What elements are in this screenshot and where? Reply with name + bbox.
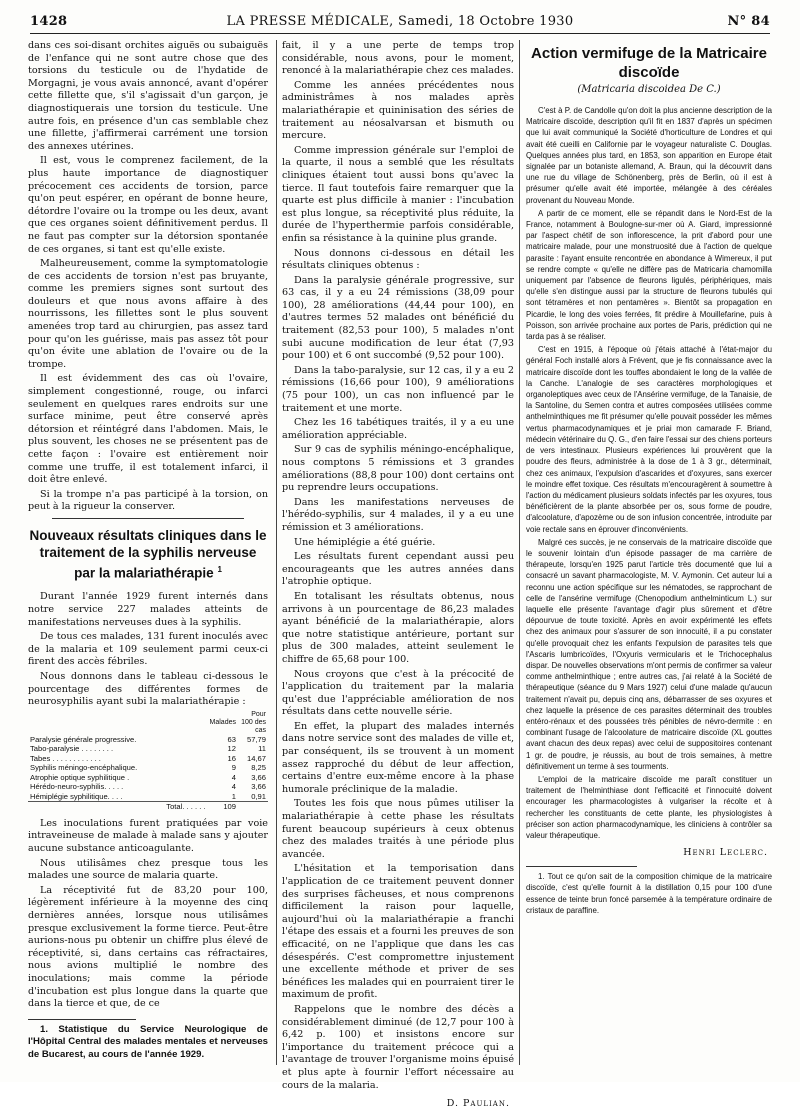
row-label: Tabes . . . . . . . . . . . . [30, 753, 101, 763]
paragraph: Malgré ces succès, je ne conservais de la matricaire discoïde que le souvenir lointain d'un épisode passager de ma carrière de thérapeute, lorsqu'en 1925 parut l'article très documenté que lui a consacré un savant pharmacologiste, M. V. Aymonin. Cet auteur lui a reconnu une action spécifique sur les nématodes, se rapprochant de celle de l'ansérine vermifuge (Chenopodium anthelminticum L.) sur laquelle elle présente l'avantage d'agir plus sûrement et d'être dépourvue de toute toxicité. Après en avoir expérimenté les effets chez des animaux pour s'assurer de son innocuité, il a pu constater qu'elle provoquait chez les enfants l'expulsion de parasites tels que l'Ascaris lumbricoïdes, l'Oxyuris vermicularis et le Trichocephalus dispar. De nouvelles observations m'ont permis de confirmer sa valeur comme anthelminthique ; entre autres cas, j'ai relaté à la Société de thérapeutique (séance du 9 Mars 1927) celui d'une malade qu'aucun traitement n'avait pu, depuis cinq ans, débarrasser de ses oxyures et chez laquelle la présence de ces parasites déterminait des troubles entéro-rénaux et des poussées très pénibles de névro-dermite : en combinant l'usage de l'alcoolature de matricaire discoïde (XL gouttes avant chacun des deux repas) avec celui de suppositoires contenant 1 gr. de poudre, je réussis, au bout de trois semaines, à mettre définitivement un terme à ses tourments. [526, 537, 772, 771]
row-pct: 57,79 [246, 734, 266, 744]
paragraph: Nous croyons que c'est à la précocité de l'application du traitement par la malaria qu'est due l'appréciable amélioration de nos résultats dans cette nouvelle série. [282, 668, 514, 718]
paragraph: Toutes les fois que nous pûmes utiliser la malariathérapie à cette phase les résultats furent beaucoup supérieurs à ceux obtenus chez des malades traités à une période plus avancée. [282, 798, 514, 860]
article-separator [52, 518, 244, 519]
author-signature: D. Paulian. [446, 1098, 510, 1109]
row-malades: 12 [227, 744, 236, 754]
article-subtitle: (Matricaria discoidea De C.) [577, 84, 721, 95]
table-row [28, 773, 268, 783]
row-malades: 4 [231, 772, 236, 782]
paragraph: Nous donnons ci-dessous en détail les résultats cliniques obtenus : [282, 247, 514, 272]
paragraph: Dans la paralysie générale progressive, sur 63 cas, il y a eu 24 rémissions (38,09 pour 100), 28 améliorations (44,44 pour 100), en d'autres termes 52 malades ont bénéficié du traitement (82,53 pour 100), 5 malades n'ont subi aucune modification de leur état (7,93 pour 100) et 6 ont succombé (9,52 pour 100). [282, 274, 514, 362]
paragraph: C'est en 1915, à l'époque où j'étais attaché à l'état-major du général Foch installé alors à Frévent, que je fis connaissance avec la matricaire discoïde dont les touffes abondaient le long de la vallée de la Canche. L'analogie de ses caractères morphologiques et organoleptiques avec ceux de l'Ansérine vermifuge, de la Tanaisie, de la Santoline, du Semen contra et autres composées utilisées comme anthelminthiques me fit présumer qu'elle pouvait posséder les mêmes vertus pharmacodynamiques et je priai mon camarade F. Briand, médecin vétérinaire du Q. G., d'en faire l'essai sur des chiens porteurs de vers intestinaux. Plusieurs expériences lui prouvèrent que la poudre des fleurs, administrée à la dose de 1 à 3 gr., déterminait, chez ces animaux, l'expulsion d'ascarides et d'oxyures, sans exercer le moindre effet toxique. Ces résultats m'encouragèrent à soumettre à l'action du médicament plusieurs soldats infectés par les oxyures, tous bénéficièrent de la plante absorbée per os, sous forme de poudre, d'alcoolature, d'apozème ou de son infusion concentrée, introduite par voie rectale sans en éprouver d'inconvénients. [526, 345, 772, 534]
paragraph: Rappelons que le nombre des décès a considérablement diminué (de 12,7 pour 100 à 6,42 p. 100) et insistons encore sur l'importance du traitement précoce qui a l'avantage de trouver l'organisme moins épuisé et plus apte à fournir l'effort nécessaire au cours de la malaria. [282, 1003, 514, 1091]
row-malades: 4 [231, 782, 236, 792]
row-malades: 63 [227, 734, 236, 744]
paragraph: Il est, vous le comprenez facilement, de la plus haute importance de diagnostiquer précocement ces accidents de torsion, parce qu'on peut espérer, en opérant de bonne heure, détordre l'ovaire ou la trompe ou les deux, avant que ces organes soient définitivement perdus. Il ne faut pas compter sur la détorsion spontanée de ces organes, si tant est qu'elle existe. [28, 155, 268, 255]
paragraph: Il est évidemment des cas où l'ovaire, simplement congestionné, rouge, ou infarci seulement en quelques rares endroits sur une surface minime, peut être conservé après détorsion et réintégré dans l'abdomen. Mais, le plus souvent, les choses ne se présentent pas de cette façon : l'ovaire est entièrement noir comme une truffe, il est totalement infarci, il doit être enlevé. [28, 373, 268, 486]
table-row [28, 754, 268, 764]
issue-number: N° 84 [727, 14, 770, 29]
row-label: Syphilis méningo-encéphalique. [30, 763, 138, 773]
row-malades: 9 [231, 763, 236, 773]
column-divider [519, 40, 520, 1065]
author-signature: Henri Leclerc. [683, 847, 768, 859]
paragraph: Une hémiplégie a été guérie. [294, 536, 436, 548]
paragraph: Dans les manifestations nerveuses de l'hérédo-syphilis, sur 4 malades, il y a eu une rémission et 3 améliorations. [282, 496, 514, 533]
row-label: Tabo-paralysie . . . . . . . . [30, 744, 114, 754]
row-label: Hérédo-neuro-syphilis. . . . . [30, 782, 124, 792]
paragraph: Sur 9 cas de syphilis méningo-encéphalique, nous comptons 5 rémissions et 3 grandes améliorations (88,8 pour 100) dont certains ont pu reprendre leurs occupations. [282, 444, 514, 494]
table-row [28, 792, 268, 802]
row-label: Paralysie générale progressive. [30, 734, 137, 744]
column-middle [282, 40, 514, 1109]
column-left [28, 40, 268, 1070]
footnote: 1. Statistique du Service Neurologique de l'Hôpital Central des malades mentales et nerveuses de Bucarest, au cours de l'année 1929. [28, 1023, 268, 1060]
column-divider [276, 40, 277, 1065]
paragraph: Malheureusement, comme la symptomatologie de ces accidents de torsion n'est pas bruyante, comme les premiers signes sont surtout des douleurs et que nous avons affaire à des nourrissons, les fillettes sont le plus souvent amenées trop tard au chirurgien, pas assez tard pour qu'on les guérisse, mais pas assez tôt pour qu'on évite une ablation de l'ovaire ou de la trompe. [28, 258, 268, 370]
column-header-malades: Malades [209, 718, 236, 726]
row-pct: 11 [258, 744, 266, 754]
paragraph: A partir de ce moment, elle se répandit dans le Nord-Est de la France, notamment à Boulogne-sur-mer où A. Giard, impressionné par l'aspect chétif de son inflorescence, la prit d'abord pour une matricaire malade, pour une monstruosité due à l'action de quelque parasite : l'ayant ensuite rencontrée en abondance à Wimereux, il put se rendre compte « qu'elle ne diffère pas de Matricaria chamomilla uniquement par l'absence de fleurons ligulés, périphériques, mais qu'elle s'en distingue aussi par la structure de fleurons tubulés qui sont tétramères et non pentamères ». Bientôt sa propagation en Picardie, le long des voies ferrées, fit prédire à Mouillefarine, puis à Poisson, son arrivée prochaine aux portes de Paris, prédiction qui ne tarda pas à se réaliser. [526, 208, 772, 342]
page-number: 1428 [30, 14, 68, 29]
paragraph: En effet, la plupart des malades internés dans notre service sont des malades de ville et, par conséquent, ils se trouvent à un moment assez rapproché du début de leur affection, certains d'entre eux-même encore à la phase humorale préclinique de la maladie. [282, 720, 514, 795]
footnote-marker: 1 [217, 564, 222, 574]
table-row [28, 782, 268, 792]
table-row [28, 763, 268, 773]
row-pct: 14,67 [246, 753, 266, 763]
column-right [526, 40, 772, 1070]
table-row [28, 735, 268, 745]
table-total-row [28, 802, 268, 812]
table-row [28, 744, 268, 754]
paragraph: L'hésitation et la temporisation dans l'application de ce traitement peuvent donner des surprises fâcheuses, et nous comprenons difficilement la raison pour laquelle, aujourd'hui où la malariathérapie a franchi l'étape des essais et a fourni les preuves de son efficacité, on ne l'applique que dans les cas désespérés. C'est compromettre injustement une excellente méthode et priver de ses bénéfices les malades qui en pourraient tirer le maximum de profit. [282, 863, 514, 1001]
row-label: Hémiplégie syphilitique. . . . [30, 791, 123, 801]
paragraph: Comme impression générale sur l'emploi de la quarte, il nous a semblé que les résultats cliniques étaient tout aussi bons qu'avec la tierce. Il faut toutefois faire remarquer que la quarte est plus difficile à manier : l'incubation est plus longue, sa réceptivité plus réduite, la durée de l'hyperthermie parfois considérable, enfin sa résistance à la quinine plus grande. [282, 144, 514, 244]
journal-title: LA PRESSE MÉDICALE, Samedi, 18 Octobre 1930 [226, 14, 574, 29]
paragraph: Si la trompe n'a pas participé à la torsion, on peut à la rigueur la conserver. [28, 488, 268, 513]
paragraph: Les inoculations furent pratiquées par voie intraveineuse de malade à malade sans y ajouter aucune substance anticoagulante. [28, 817, 268, 854]
paragraph: La réceptivité fut de 83,20 pour 100, légèrement inférieure à la moyenne des cinq dernières années, lorsque nous utilisâmes presque exclusivement la forme tierce. Peut-être aurions-nous pu obtenir un chiffre plus élevé de réceptivité, si, dans certains cas réfractaires, nous avions multiplié le nombre des inoculations; mais comme la période d'incubation est plus longue dans la quarte que dans la tierce et que, de ce [28, 884, 268, 1010]
row-malades: 16 [227, 753, 236, 763]
paragraph: Chez les 16 tabétiques traités, il y a eu une amélioration appréciable. [282, 417, 514, 441]
paragraph: fait, il y a une perte de temps trop considérable, nous avons, pour le moment, renoncé à la malariathérapie chez ces malades. [282, 40, 514, 77]
paragraph: Durant l'année 1929 furent internés dans notre service 227 malades atteints de manifestations nerveuses dues à la syphilis. [28, 591, 268, 628]
footnote: 1. Tout ce qu'on sait de la composition chimique de la matricaire discoïde, c'est qu'elle fournit à la distillation 0,15 pour 100 d'une essence de teinte brun foncé parsemée à la température ordinaire de cristaux de paraffine. [526, 872, 772, 915]
paragraph: L'emploi de la matricaire discoïde me paraît constituer un traitement de l'helminthiase dont l'efficacité et l'innocuité doivent encourager les pharmacologistes à vulgariser la récolte et à rechercher les constituants de cette plante, les physiologistes à préciser son action pharmacodynamique, les cliniciens à contrôler sa valeur thérapeutique. [526, 774, 772, 840]
paragraph: Nous donnons dans le tableau ci-dessous le pourcentage des différentes formes de neurosyphilis ayant subi la malariathérapie : [28, 671, 268, 708]
paragraph: Les résultats furent cependant aussi peu encourageants que les autres années dans l'atrophie optique. [282, 551, 514, 588]
total-value: 109 [208, 802, 238, 812]
total-label: Total. . . . . . [28, 802, 208, 812]
paragraph: C'est à P. de Candolle qu'on doit la plus ancienne description de la Matricaire discoïde, description qu'il fit en 1837 d'après un spécimen que lui avait communiqué la Société d'horticulture de Londres et qui avait été cueilli en Californie par le voyageur naturaliste C. Douglas. Quelques années plus tard, en 1853, son apparition en Europe était signalée par un botaniste allemand, A. Braun, qui la découvrit dans une rue du village de Schönenberg, près de Berlin, où il est à présumer qu'elle avait été importée, mélangée à des céréales provenant du Nouveau Monde. [526, 106, 772, 205]
footnote-rule [526, 866, 637, 867]
header-rule [30, 33, 770, 34]
article-title: Action vermifuge de la Matricaire discoïde [531, 45, 767, 81]
paragraph: dans ces soi-disant orchites aiguës ou subaiguës de l'enfance qui ne sont autre chose que des torsions du testicule ou de l'hydatide de Morgagni, je vous avais annoncé, avant d'opérer cette fillette que, s'il s'agissait d'un garçon, je diagnostiquerais une torsion du testicule. Une autre fois, en présence d'un cas semblable chez une fillette, j'affirmerai carrément une torsion des annexes utérines. [28, 40, 268, 152]
article-title [28, 527, 268, 582]
row-pct: 3,66 [251, 772, 266, 782]
row-pct: 8,25 [251, 763, 266, 773]
table-header-row [28, 711, 268, 735]
paragraph: En totalisant les résultats obtenus, nous arrivons à un pourcentage de 86,23 malades ayant bénéficié de la malariathérapie, alors que notre statistique antérieure, portant sur plus de 300 malades, atteint seulement le chiffre de 65,68 pour 100. [282, 590, 514, 665]
row-label: Atrophie optique syphilitique . [30, 772, 130, 782]
column-header-pct: Pour 100 des cas [241, 710, 266, 734]
footnote-rule [28, 1019, 136, 1020]
article-title-text: Nouveaux résultats cliniques dans le traitement de la syphilis nerveuse par la malariathérapie [29, 527, 267, 581]
paragraph: Nous utilisâmes chez presque tous les malades une source de malaria quarte. [28, 857, 268, 882]
row-malades: 1 [231, 791, 236, 801]
row-pct: 3,66 [251, 782, 266, 792]
paragraph: De tous ces malades, 131 furent inoculés avec de la malaria et 109 seulement parmi ceux-ci firent des accès fébriles. [28, 631, 268, 668]
paragraph: Dans la tabo-paralysie, sur 12 cas, il y a eu 2 rémissions (16,66 pour 100), 9 améliorations (75 pour 100), un cas non influencé par le traitement et une morte. [282, 364, 514, 414]
paragraph: Comme les années précédentes nous administrâmes à nos malades après malariathérapie et quininisation des séries de traitement au néosalvarsan et bismuth ou mercure. [282, 79, 514, 142]
stats-table [28, 711, 268, 812]
row-pct: 0,91 [251, 791, 266, 801]
